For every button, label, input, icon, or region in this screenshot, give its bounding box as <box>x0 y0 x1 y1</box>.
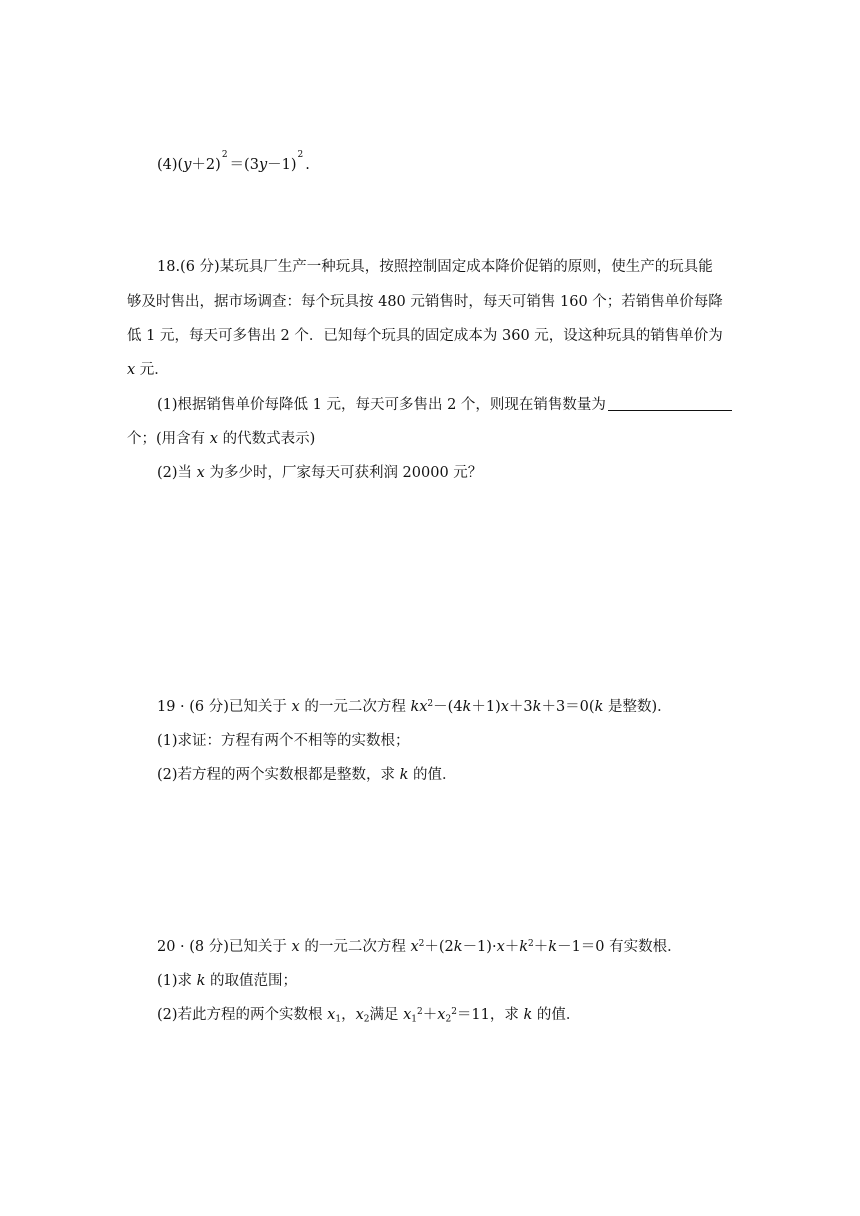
var-k: k <box>532 699 542 715</box>
var-k: k <box>196 973 206 989</box>
q19-eq-f: 是整数)． <box>603 699 672 715</box>
q20-eq-c: －1)· <box>462 939 497 955</box>
q18-part2 <box>157 463 482 483</box>
q20-plus: ＋ <box>422 1007 438 1023</box>
var-x: x <box>209 431 218 447</box>
exponent: 2 <box>427 699 434 710</box>
term-x1: x <box>403 1007 412 1023</box>
q20-head <box>157 937 682 957</box>
exponent: 2 <box>297 150 304 160</box>
q18-line1: 18.(6 分)某玩具厂生产一种玩具，按照控制固定成本降价促销的原则，使生产的玩具能 <box>157 259 713 275</box>
term-x2: x <box>437 1007 446 1023</box>
q20-eq-b: ＋(2 <box>424 939 454 955</box>
exponent: 2 <box>418 939 425 950</box>
var-k: k <box>453 939 463 955</box>
var-k: k <box>519 939 529 955</box>
q19-eq-c: ＋1) <box>471 699 501 715</box>
q18-part1-cont-a: 个；(用含有 <box>127 431 210 447</box>
var-k: k <box>523 1007 533 1023</box>
var-k: k <box>462 699 472 715</box>
q19-part2 <box>157 765 457 785</box>
q19-head <box>157 697 672 717</box>
subscript: 1 <box>335 1014 342 1025</box>
q19-head-b: 的一元二次方程 <box>299 699 411 715</box>
subscript: 2 <box>363 1014 370 1025</box>
q19-part1: (1)求证：方程有两个不相等的实数根； <box>157 733 410 749</box>
exponent: 2 <box>528 939 534 950</box>
root-x1: x <box>327 1007 336 1023</box>
q18-part2-a: (2)当 <box>157 465 197 481</box>
q20-head-a: 20 · (8 分)已知关于 <box>157 939 292 955</box>
var-x: x <box>410 939 419 955</box>
q17-lhs: ＋2) <box>191 157 221 173</box>
q17-part4-label: (4) <box>157 157 178 173</box>
q20-part2 <box>157 1005 580 1025</box>
q20-eq-f: －1＝0 有实数根． <box>557 939 682 955</box>
exponent: 2 <box>451 1007 457 1018</box>
q18-part1-text: (1)根据销售单价每降低 1 元，每天可多售出 2 个，则现在销售数量为 <box>157 397 606 413</box>
q18-part1-cont-b: 的代数式表示) <box>217 431 316 447</box>
q20-part2-a: (2)若此方程的两个实数根 <box>157 1007 328 1023</box>
q20-part2-c: ＝11，求 <box>456 1007 524 1023</box>
var-k: k <box>548 939 558 955</box>
q18-line4-text: 元． <box>135 362 169 378</box>
q20-eq-e: ＋ <box>533 939 549 955</box>
q19-part2-a: (2)若方程的两个实数根都是整数，求 <box>157 767 400 783</box>
q20-part2-d: 的值． <box>532 1007 581 1023</box>
q20-part1 <box>157 971 297 991</box>
exponent: 2 <box>417 1007 423 1018</box>
q17-rhs: －1) <box>267 157 297 173</box>
var-y: y <box>183 157 192 173</box>
var-k: k <box>594 699 604 715</box>
var-x: x <box>291 939 300 955</box>
var-x: x <box>500 699 509 715</box>
root-x2: x <box>355 1007 364 1023</box>
exponent: 2 <box>221 150 228 160</box>
var-y: y <box>258 157 268 173</box>
subscript: 2 <box>445 1014 452 1025</box>
q19-head-a: 19 · (6 分)已知关于 <box>157 699 292 715</box>
q19-eq-d: ＋3 <box>508 699 533 715</box>
q20-part1-a: (1)求 <box>157 973 197 989</box>
var-x: x <box>127 362 136 378</box>
q18-line2: 够及时售出，据市场调查：每个玩具按 480 元销售时，每天可销售 160 个；若销售单价每降 <box>127 294 723 310</box>
var-k: k <box>399 767 409 783</box>
q20-eq-d: ＋ <box>504 939 520 955</box>
subscript: 1 <box>411 1014 418 1025</box>
var-x: x <box>196 465 205 481</box>
q20-part2-b: 满足 <box>369 1007 404 1023</box>
q18-part2-b: 为多少时，厂家每天可获利润 20000 元？ <box>204 465 483 481</box>
q20-head-b: 的一元二次方程 <box>299 939 411 955</box>
q17-end: . <box>305 157 310 173</box>
q19-eq-b: －(4 <box>433 699 463 715</box>
q18-line3: 低 1 元，每天可多售出 2 个．已知每个玩具的固定成本为 360 元，设这种玩具的销售单价为 <box>127 328 723 344</box>
var-x: x <box>291 699 300 715</box>
q18-part1-cont <box>127 429 315 449</box>
term-kx: kx <box>410 699 428 715</box>
q19-part2-b: 的值． <box>408 767 457 783</box>
answer-blank[interactable] <box>608 396 732 411</box>
q20-comma: ， <box>341 1007 356 1023</box>
q17-eq: ＝(3 <box>229 157 259 173</box>
q18-line4 <box>127 360 169 380</box>
q20-part1-b: 的取值范围； <box>205 973 298 989</box>
q19-eq-e: ＋3＝0( <box>541 699 595 715</box>
q18-part1 <box>157 395 732 415</box>
var-x: x <box>496 939 505 955</box>
q17-part4: $(4)(y+2)^2=(3y-1)^2$. <box>157 150 310 173</box>
